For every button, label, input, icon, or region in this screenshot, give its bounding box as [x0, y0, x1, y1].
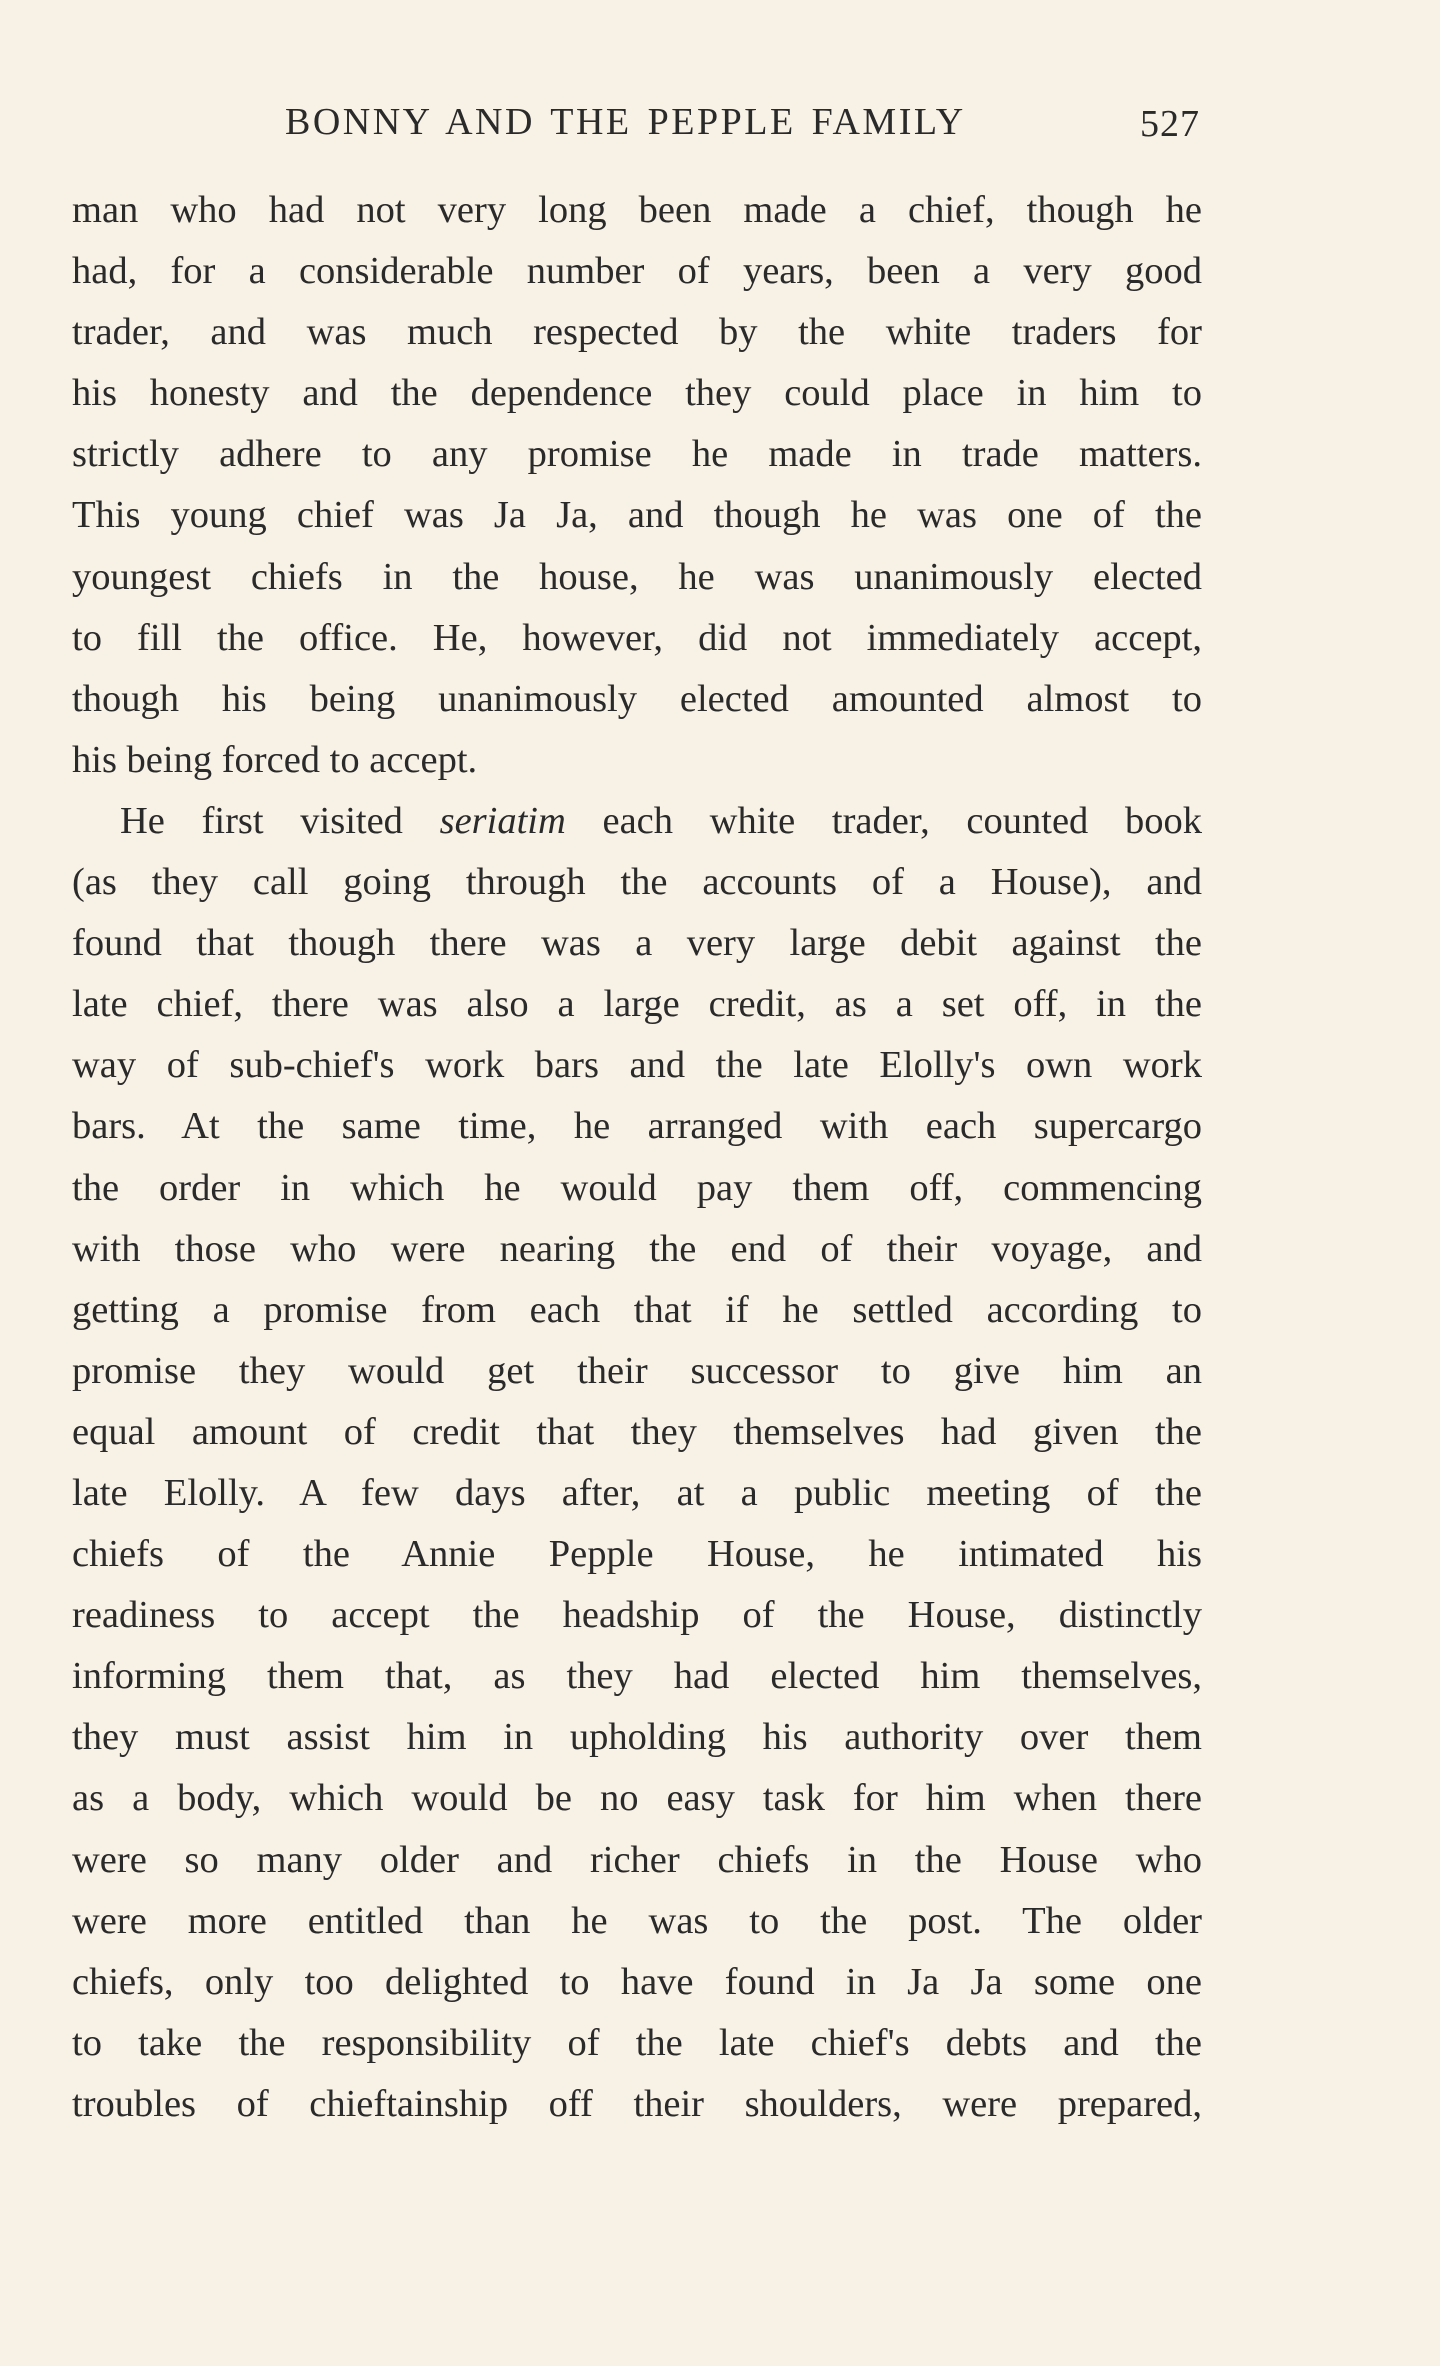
- italic-word: seriatim: [439, 799, 566, 842]
- text-line: chiefs of the Annie Pepple House, he intimated his: [72, 1533, 1202, 1576]
- text-line: as a body, which would be no easy task for him when there: [72, 1777, 1202, 1820]
- text-line: though his being unanimously elected amounted almost to: [72, 677, 1202, 720]
- text-segment: He first visited: [120, 799, 440, 842]
- text-line: strictly adhere to any promise he made in trade matters.: [72, 433, 1202, 476]
- text-line: to take the responsibility of the late chief's debts and the: [72, 2021, 1202, 2064]
- text-line: the order in which he would pay them off, commencing: [72, 1166, 1202, 1209]
- text-line: found that though there was a very large debit against the: [72, 922, 1202, 965]
- text-line-paragraph-start: [72, 791, 1202, 852]
- text-line: (as they call going through the accounts of a House), and: [72, 861, 1202, 904]
- text-line: they must assist him in upholding his authority over them: [72, 1716, 1202, 1759]
- text-line: with those who were nearing the end of their voyage, and: [72, 1227, 1202, 1270]
- text-line: bars. At the same time, he arranged with each supercargo: [72, 1105, 1202, 1148]
- text-line: late Elolly. A few days after, at a public meeting of the: [72, 1471, 1202, 1514]
- text-line: getting a promise from each that if he settled according to: [72, 1288, 1202, 1331]
- text-line: way of sub-chief's work bars and the late Elolly's own work: [72, 1044, 1202, 1087]
- text-line: trader, and was much respected by the white traders for: [72, 311, 1202, 354]
- text-line: readiness to accept the headship of the House, distinctly: [72, 1594, 1202, 1637]
- text-line: late chief, there was also a large credit, as a set off, in the: [72, 983, 1202, 1026]
- text-line: had, for a considerable number of years, been a very good: [72, 250, 1202, 293]
- text-line: youngest chiefs in the house, he was unanimously elected: [72, 555, 1202, 598]
- text-line: were so many older and richer chiefs in the House who: [72, 1838, 1202, 1881]
- text-line: informing them that, as they had elected him themselves,: [72, 1655, 1202, 1698]
- text-line: man who had not very long been made a chief, though he: [72, 189, 1202, 231]
- text-line: equal amount of credit that they themselves had given the: [72, 1410, 1202, 1453]
- page-number: 527: [1140, 103, 1200, 145]
- text-line: promise they would get their successor to give him an: [72, 1349, 1202, 1392]
- text-line: troubles of chieftainship off their shoulders, were prepared,: [72, 2082, 1202, 2125]
- text-line: his honesty and the dependence they could place in him to: [72, 372, 1202, 415]
- text-line: This young chief was Ja Ja, and though he was one of the: [72, 494, 1202, 537]
- running-title: BONNY AND THE PEPPLE FAMILY: [285, 101, 966, 143]
- text-segment: each white trader, counted book: [565, 799, 1202, 842]
- text-line: chiefs, only too delighted to have found in Ja Ja some one: [72, 1960, 1202, 2003]
- text-line: his being forced to accept.: [72, 738, 478, 781]
- text-line: to fill the office. He, however, did not immediately accept,: [72, 616, 1202, 659]
- running-head: [0, 92, 1440, 152]
- text-line: were more entitled than he was to the post. The older: [72, 1899, 1202, 1942]
- body-text: [72, 180, 1202, 2135]
